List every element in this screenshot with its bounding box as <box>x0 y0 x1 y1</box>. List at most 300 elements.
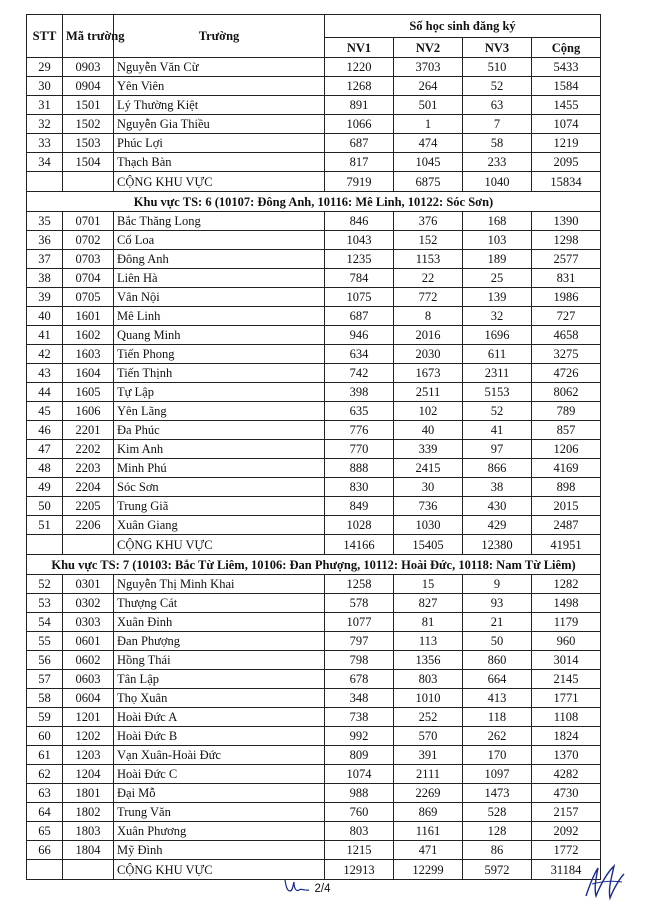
nv2-cell: 391 <box>394 746 463 765</box>
ma-truong-cell: 0904 <box>63 77 114 96</box>
ma-truong-cell: 0602 <box>63 651 114 670</box>
page-number: 2/4 <box>314 883 331 895</box>
ma-truong-cell: 1201 <box>63 708 114 727</box>
nv2-cell: 2030 <box>394 345 463 364</box>
truong-cell: Xuân Phương <box>114 822 325 841</box>
stt-cell: 63 <box>27 784 63 803</box>
nv1-cell: 760 <box>325 803 394 822</box>
table-row <box>27 575 601 594</box>
truong-cell: Mỹ Đình <box>114 841 325 860</box>
nv2-cell: 113 <box>394 632 463 651</box>
table-row <box>27 613 601 632</box>
nv1-cell: 634 <box>325 345 394 364</box>
header-nv2: NV2 <box>394 38 463 58</box>
ma-truong-cell: 1602 <box>63 326 114 345</box>
header-nv1: NV1 <box>325 38 394 58</box>
stt-cell: 38 <box>27 269 63 288</box>
region-heading: Khu vực TS: 6 (10107: Đông Anh, 10116: Mê Linh, 10122: Sóc Sơn) <box>27 192 601 212</box>
table-row <box>27 841 601 860</box>
table-row <box>27 153 601 172</box>
nv1-cell: 846 <box>325 212 394 231</box>
region-heading-row <box>27 192 601 212</box>
nv1-cell: 798 <box>325 651 394 670</box>
cong-cell: 2577 <box>532 250 601 269</box>
table-row <box>27 670 601 689</box>
table-row <box>27 134 601 153</box>
ma-truong-cell: 1603 <box>63 345 114 364</box>
stt-cell: 59 <box>27 708 63 727</box>
nv2-cell: 252 <box>394 708 463 727</box>
header-truong: Trường <box>114 15 325 58</box>
nv3-cell: 21 <box>463 613 532 632</box>
truong-cell: Tiến Thịnh <box>114 364 325 383</box>
total-blank-ma <box>63 860 114 880</box>
cong-cell: 2145 <box>532 670 601 689</box>
ma-truong-cell: 1501 <box>63 96 114 115</box>
cong-cell: 898 <box>532 478 601 497</box>
truong-cell: Quang Minh <box>114 326 325 345</box>
table-row <box>27 231 601 250</box>
ma-truong-cell: 1504 <box>63 153 114 172</box>
stt-cell: 41 <box>27 326 63 345</box>
table-row <box>27 383 601 402</box>
nv2-cell: 772 <box>394 288 463 307</box>
total-label: CỘNG KHU VỰC <box>114 535 325 555</box>
nv3-cell: 5153 <box>463 383 532 402</box>
truong-cell: Thọ Xuân <box>114 689 325 708</box>
nv3-cell: 611 <box>463 345 532 364</box>
cong-cell: 857 <box>532 421 601 440</box>
stt-cell: 54 <box>27 613 63 632</box>
stt-cell: 32 <box>27 115 63 134</box>
nv1-cell: 678 <box>325 670 394 689</box>
nv2-cell: 827 <box>394 594 463 613</box>
nv3-cell: 41 <box>463 421 532 440</box>
nv3-cell: 168 <box>463 212 532 231</box>
table-row <box>27 96 601 115</box>
stt-cell: 66 <box>27 841 63 860</box>
nv3-cell: 9 <box>463 575 532 594</box>
table-row <box>27 115 601 134</box>
nv2-cell: 30 <box>394 478 463 497</box>
nv2-cell: 3703 <box>394 58 463 77</box>
header-nv3: NV3 <box>463 38 532 58</box>
nv2-cell: 152 <box>394 231 463 250</box>
nv3-cell: 52 <box>463 402 532 421</box>
nv3-cell: 429 <box>463 516 532 535</box>
ma-truong-cell: 0303 <box>63 613 114 632</box>
total-label: CỘNG KHU VỰC <box>114 860 325 880</box>
nv3-cell: 510 <box>463 58 532 77</box>
truong-cell: Trung Văn <box>114 803 325 822</box>
stt-cell: 57 <box>27 670 63 689</box>
cong-cell: 5433 <box>532 58 601 77</box>
truong-cell: Phúc Lợi <box>114 134 325 153</box>
table-row <box>27 727 601 746</box>
table-row <box>27 58 601 77</box>
truong-cell: Tân Lập <box>114 670 325 689</box>
table-row <box>27 822 601 841</box>
nv2-cell: 2269 <box>394 784 463 803</box>
cong-cell: 1771 <box>532 689 601 708</box>
nv2-cell: 2415 <box>394 459 463 478</box>
ma-truong-cell: 1804 <box>63 841 114 860</box>
truong-cell: Xuân Đỉnh <box>114 613 325 632</box>
nv2-cell: 102 <box>394 402 463 421</box>
ma-truong-cell: 0903 <box>63 58 114 77</box>
nv1-cell: 1074 <box>325 765 394 784</box>
truong-cell: Nguyễn Thị Minh Khai <box>114 575 325 594</box>
nv2-cell: 570 <box>394 727 463 746</box>
nv2-cell: 1153 <box>394 250 463 269</box>
nv1-cell: 1220 <box>325 58 394 77</box>
truong-cell: Nguyễn Văn Cừ <box>114 58 325 77</box>
nv1-cell: 849 <box>325 497 394 516</box>
nv3-cell: 93 <box>463 594 532 613</box>
stt-cell: 45 <box>27 402 63 421</box>
stt-cell: 55 <box>27 632 63 651</box>
cong-cell: 4730 <box>532 784 601 803</box>
truong-cell: Đa Phúc <box>114 421 325 440</box>
nv2-cell: 8 <box>394 307 463 326</box>
cong-cell: 831 <box>532 269 601 288</box>
total-nv3: 1040 <box>463 172 532 192</box>
truong-cell: Minh Phú <box>114 459 325 478</box>
total-blank-ma <box>63 172 114 192</box>
cong-cell: 960 <box>532 632 601 651</box>
table-row <box>27 288 601 307</box>
total-cong: 31184 <box>532 860 601 880</box>
cong-cell: 1206 <box>532 440 601 459</box>
stt-cell: 62 <box>27 765 63 784</box>
total-nv1: 12913 <box>325 860 394 880</box>
nv2-cell: 2111 <box>394 765 463 784</box>
stt-cell: 35 <box>27 212 63 231</box>
table-row <box>27 651 601 670</box>
table-row <box>27 594 601 613</box>
cong-cell: 3275 <box>532 345 601 364</box>
total-nv2: 12299 <box>394 860 463 880</box>
truong-cell: Tự Lập <box>114 383 325 402</box>
nv3-cell: 664 <box>463 670 532 689</box>
nv3-cell: 7 <box>463 115 532 134</box>
truong-cell: Yên Viên <box>114 77 325 96</box>
truong-cell: Xuân Giang <box>114 516 325 535</box>
truong-cell: Kim Anh <box>114 440 325 459</box>
header-ma-truong: Mã trường <box>63 15 114 58</box>
cong-cell: 1584 <box>532 77 601 96</box>
ma-truong-cell: 0601 <box>63 632 114 651</box>
stt-cell: 47 <box>27 440 63 459</box>
nv2-cell: 40 <box>394 421 463 440</box>
nv2-cell: 264 <box>394 77 463 96</box>
table-row <box>27 421 601 440</box>
truong-cell: Cổ Loa <box>114 231 325 250</box>
nv3-cell: 52 <box>463 77 532 96</box>
nv1-cell: 398 <box>325 383 394 402</box>
cong-cell: 4658 <box>532 326 601 345</box>
stt-cell: 37 <box>27 250 63 269</box>
nv2-cell: 1161 <box>394 822 463 841</box>
cong-cell: 2015 <box>532 497 601 516</box>
table-row <box>27 478 601 497</box>
nv1-cell: 992 <box>325 727 394 746</box>
nv2-cell: 501 <box>394 96 463 115</box>
stt-cell: 52 <box>27 575 63 594</box>
stt-cell: 36 <box>27 231 63 250</box>
truong-cell: Nguyễn Gia Thiều <box>114 115 325 134</box>
nv1-cell: 809 <box>325 746 394 765</box>
nv3-cell: 866 <box>463 459 532 478</box>
nv3-cell: 50 <box>463 632 532 651</box>
ma-truong-cell: 0301 <box>63 575 114 594</box>
total-nv1: 14166 <box>325 535 394 555</box>
cong-cell: 2092 <box>532 822 601 841</box>
nv1-cell: 891 <box>325 96 394 115</box>
nv3-cell: 32 <box>463 307 532 326</box>
cong-cell: 4282 <box>532 765 601 784</box>
truong-cell: Thạch Bàn <box>114 153 325 172</box>
total-nv2: 6875 <box>394 172 463 192</box>
table-row <box>27 212 601 231</box>
stt-cell: 42 <box>27 345 63 364</box>
cong-cell: 3014 <box>532 651 601 670</box>
total-label: CỘNG KHU VỰC <box>114 172 325 192</box>
nv1-cell: 348 <box>325 689 394 708</box>
nv3-cell: 103 <box>463 231 532 250</box>
nv1-cell: 784 <box>325 269 394 288</box>
nv2-cell: 1 <box>394 115 463 134</box>
ma-truong-cell: 1802 <box>63 803 114 822</box>
cong-cell: 1219 <box>532 134 601 153</box>
nv3-cell: 128 <box>463 822 532 841</box>
cong-cell: 2487 <box>532 516 601 535</box>
cong-cell: 4726 <box>532 364 601 383</box>
cong-cell: 1824 <box>532 727 601 746</box>
nv1-cell: 1258 <box>325 575 394 594</box>
nv2-cell: 1045 <box>394 153 463 172</box>
table-row <box>27 459 601 478</box>
total-nv2: 15405 <box>394 535 463 555</box>
ma-truong-cell: 1202 <box>63 727 114 746</box>
nv1-cell: 797 <box>325 632 394 651</box>
truong-cell: Liên Hà <box>114 269 325 288</box>
nv1-cell: 1235 <box>325 250 394 269</box>
truong-cell: Bắc Thăng Long <box>114 212 325 231</box>
ma-truong-cell: 1502 <box>63 115 114 134</box>
ma-truong-cell: 1604 <box>63 364 114 383</box>
table-row <box>27 516 601 535</box>
ma-truong-cell: 1601 <box>63 307 114 326</box>
ma-truong-cell: 0701 <box>63 212 114 231</box>
ma-truong-cell: 1606 <box>63 402 114 421</box>
ma-truong-cell: 2205 <box>63 497 114 516</box>
nv3-cell: 262 <box>463 727 532 746</box>
nv1-cell: 1043 <box>325 231 394 250</box>
stt-cell: 65 <box>27 822 63 841</box>
cong-cell: 1772 <box>532 841 601 860</box>
nv2-cell: 22 <box>394 269 463 288</box>
ma-truong-cell: 0302 <box>63 594 114 613</box>
nv1-cell: 1028 <box>325 516 394 535</box>
cong-cell: 1986 <box>532 288 601 307</box>
nv3-cell: 430 <box>463 497 532 516</box>
total-nv3: 5972 <box>463 860 532 880</box>
cong-cell: 1298 <box>532 231 601 250</box>
ma-truong-cell: 0704 <box>63 269 114 288</box>
stt-cell: 60 <box>27 727 63 746</box>
nv3-cell: 860 <box>463 651 532 670</box>
nv2-cell: 474 <box>394 134 463 153</box>
nv3-cell: 1473 <box>463 784 532 803</box>
nv1-cell: 888 <box>325 459 394 478</box>
ma-truong-cell: 1803 <box>63 822 114 841</box>
ma-truong-cell: 1203 <box>63 746 114 765</box>
nv1-cell: 946 <box>325 326 394 345</box>
nv1-cell: 1077 <box>325 613 394 632</box>
cong-cell: 2157 <box>532 803 601 822</box>
nv1-cell: 578 <box>325 594 394 613</box>
ma-truong-cell: 1801 <box>63 784 114 803</box>
truong-cell: Lý Thường Kiệt <box>114 96 325 115</box>
cong-cell: 1282 <box>532 575 601 594</box>
nv2-cell: 376 <box>394 212 463 231</box>
nv3-cell: 233 <box>463 153 532 172</box>
ma-truong-cell: 0702 <box>63 231 114 250</box>
truong-cell: Đông Anh <box>114 250 325 269</box>
nv3-cell: 189 <box>463 250 532 269</box>
nv1-cell: 803 <box>325 822 394 841</box>
cong-cell: 1498 <box>532 594 601 613</box>
truong-cell: Mê Linh <box>114 307 325 326</box>
registration-table <box>26 14 601 880</box>
table-row <box>27 632 601 651</box>
nv1-cell: 635 <box>325 402 394 421</box>
stt-cell: 51 <box>27 516 63 535</box>
table-row <box>27 784 601 803</box>
nv3-cell: 139 <box>463 288 532 307</box>
ma-truong-cell: 0703 <box>63 250 114 269</box>
nv3-cell: 38 <box>463 478 532 497</box>
cong-cell: 727 <box>532 307 601 326</box>
region-heading-row <box>27 555 601 575</box>
table-row <box>27 402 601 421</box>
nv1-cell: 1215 <box>325 841 394 860</box>
truong-cell: Đan Phượng <box>114 632 325 651</box>
ma-truong-cell: 0603 <box>63 670 114 689</box>
region-heading: Khu vực TS: 7 (10103: Bắc Từ Liêm, 10106: Đan Phượng, 10112: Hoài Đức, 10118: Nam Từ Liêm) <box>27 555 601 575</box>
ma-truong-cell: 1605 <box>63 383 114 402</box>
table-row <box>27 746 601 765</box>
signature-mark <box>580 862 628 902</box>
nv2-cell: 1030 <box>394 516 463 535</box>
nv1-cell: 1066 <box>325 115 394 134</box>
table-row <box>27 269 601 288</box>
truong-cell: Tiến Phong <box>114 345 325 364</box>
nv1-cell: 770 <box>325 440 394 459</box>
nv3-cell: 58 <box>463 134 532 153</box>
nv2-cell: 736 <box>394 497 463 516</box>
nv2-cell: 2016 <box>394 326 463 345</box>
stt-cell: 29 <box>27 58 63 77</box>
nv1-cell: 817 <box>325 153 394 172</box>
nv1-cell: 687 <box>325 307 394 326</box>
header-row-top <box>27 15 601 38</box>
table-row <box>27 708 601 727</box>
cong-cell: 1455 <box>532 96 601 115</box>
table-row <box>27 250 601 269</box>
nv3-cell: 170 <box>463 746 532 765</box>
stt-cell: 48 <box>27 459 63 478</box>
nv2-cell: 1356 <box>394 651 463 670</box>
nv2-cell: 869 <box>394 803 463 822</box>
stt-cell: 34 <box>27 153 63 172</box>
ma-truong-cell: 1503 <box>63 134 114 153</box>
stt-cell: 64 <box>27 803 63 822</box>
table-row <box>27 364 601 383</box>
stt-cell: 44 <box>27 383 63 402</box>
stt-cell: 40 <box>27 307 63 326</box>
table-row <box>27 440 601 459</box>
stt-cell: 33 <box>27 134 63 153</box>
truong-cell: Hồng Thái <box>114 651 325 670</box>
header-cong: Cộng <box>532 38 601 58</box>
cong-cell: 1390 <box>532 212 601 231</box>
nv1-cell: 742 <box>325 364 394 383</box>
table-row <box>27 345 601 364</box>
stt-cell: 50 <box>27 497 63 516</box>
nv1-cell: 830 <box>325 478 394 497</box>
table-row <box>27 326 601 345</box>
stt-cell: 30 <box>27 77 63 96</box>
truong-cell: Hoài Đức B <box>114 727 325 746</box>
stt-cell: 56 <box>27 651 63 670</box>
ma-truong-cell: 2204 <box>63 478 114 497</box>
truong-cell: Trung Giã <box>114 497 325 516</box>
total-nv1: 7919 <box>325 172 394 192</box>
truong-cell: Hoài Đức C <box>114 765 325 784</box>
nv1-cell: 988 <box>325 784 394 803</box>
table-row <box>27 307 601 326</box>
cong-cell: 789 <box>532 402 601 421</box>
nv3-cell: 97 <box>463 440 532 459</box>
nv2-cell: 1010 <box>394 689 463 708</box>
cong-cell: 8062 <box>532 383 601 402</box>
cong-cell: 2095 <box>532 153 601 172</box>
table-row <box>27 77 601 96</box>
ma-truong-cell: 2203 <box>63 459 114 478</box>
nv2-cell: 2511 <box>394 383 463 402</box>
nv2-cell: 15 <box>394 575 463 594</box>
total-row <box>27 172 601 192</box>
truong-cell: Hoài Đức A <box>114 708 325 727</box>
total-blank-stt <box>27 860 63 880</box>
nv2-cell: 803 <box>394 670 463 689</box>
nv3-cell: 1696 <box>463 326 532 345</box>
truong-cell: Đại Mỗ <box>114 784 325 803</box>
table-row <box>27 765 601 784</box>
table-body <box>27 58 601 880</box>
nv3-cell: 86 <box>463 841 532 860</box>
truong-cell: Thượng Cát <box>114 594 325 613</box>
table-row <box>27 497 601 516</box>
cong-cell: 1108 <box>532 708 601 727</box>
nv1-cell: 1075 <box>325 288 394 307</box>
table-row <box>27 689 601 708</box>
nv2-cell: 81 <box>394 613 463 632</box>
table-row <box>27 803 601 822</box>
cong-cell: 1074 <box>532 115 601 134</box>
